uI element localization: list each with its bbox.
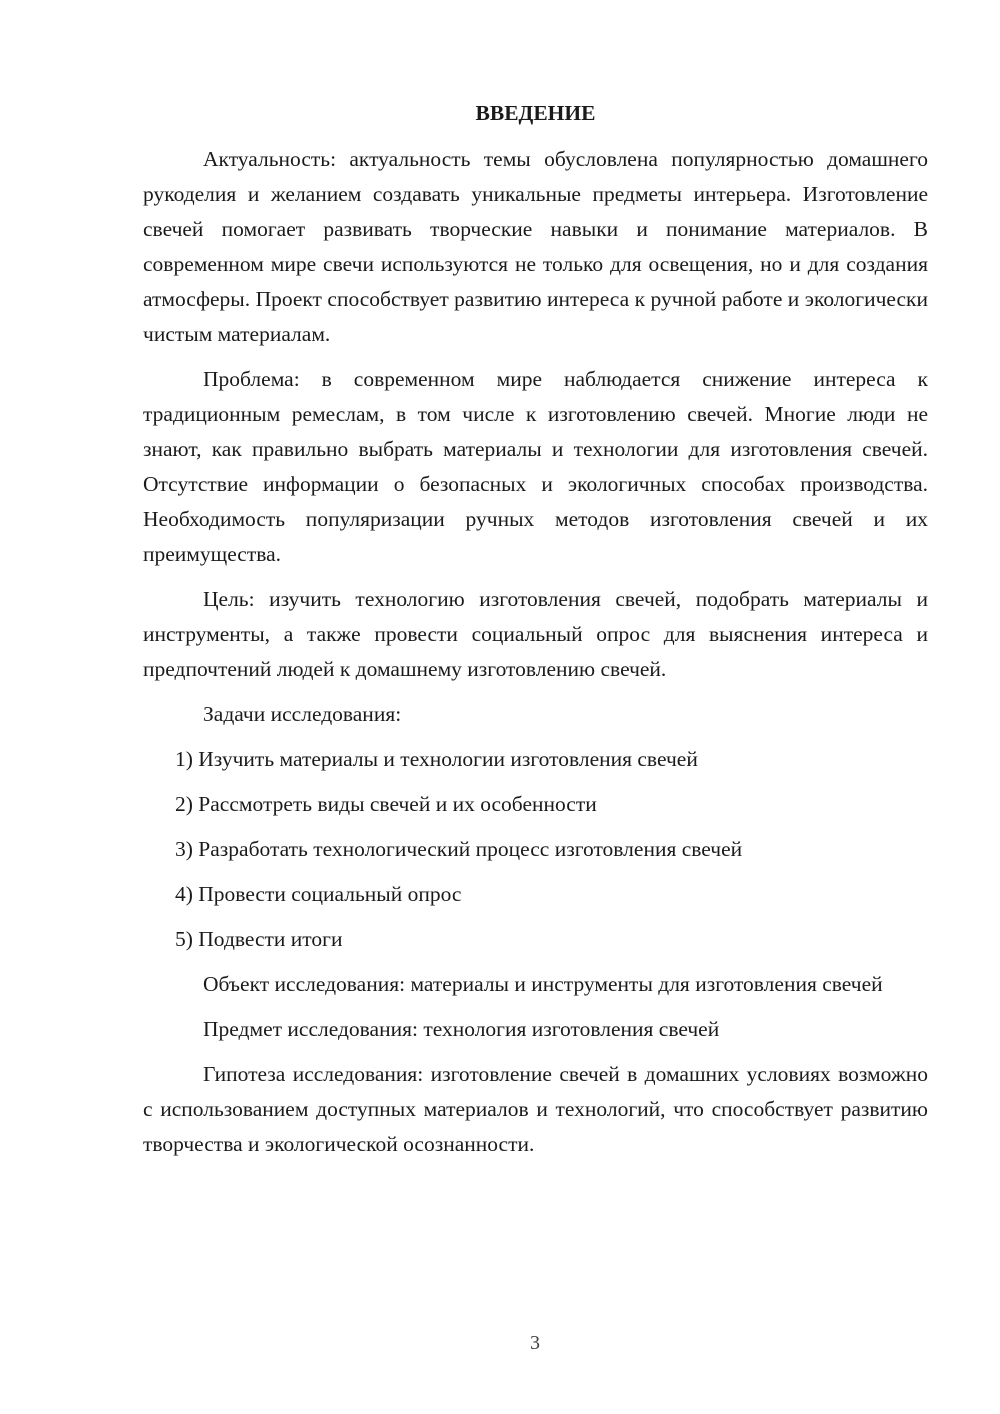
task-item: 3) Разработать технологический процесс изготовления свечей	[175, 837, 743, 861]
page-number: 3	[530, 1332, 540, 1354]
problem-paragraph: Проблема: в современном мире наблюдается снижение интереса к традиционным ремеслам, в том числе к изготовлению свечей. Многие люди не знают, как правильно выбрать материалы и технологии для изготовления свечей. Отсутствие информации о безопасных и экологичных способах производства. Необходимость популяризации ручных методов изготовления свечей и их преимущества.	[143, 367, 928, 566]
page-title: ВВЕДЕНИЕ	[475, 101, 596, 125]
document-page	[143, 96, 928, 1172]
object-paragraph: Объект исследования: материалы и инструменты для изготовления свечей	[203, 972, 883, 996]
goal-paragraph: Цель: изучить технологию изготовления свечей, подобрать материалы и инструменты, а также провести социальный опрос для выяснения интереса и предпочтений людей к домашнему изготовлению свечей.	[143, 587, 928, 681]
tasks-heading: Задачи исследования:	[203, 702, 402, 726]
task-item: 5) Подвести итоги	[175, 927, 343, 951]
task-item: 1) Изучить материалы и технологии изготовления свечей	[175, 747, 698, 771]
task-item: 2) Рассмотреть виды свечей и их особенности	[175, 792, 597, 816]
hypothesis-paragraph: Гипотеза исследования: изготовление свечей в домашних условиях возможно с использованием доступных материалов и технологий, что способствует развитию творчества и экологической осознанности.	[143, 1062, 928, 1156]
task-item: 4) Провести социальный опрос	[175, 882, 462, 906]
subject-paragraph: Предмет исследования: технология изготовления свечей	[203, 1017, 720, 1041]
relevance-paragraph: Актуальность: актуальность темы обусловлена популярностью домашнего рукоделия и желанием создавать уникальные предметы интерьера. Изготовление свечей помогает развивать творческие навыки и понимание материалов. В современном мире свечи используются не только для освещения, но и для создания атмосферы. Проект способствует развитию интереса к ручной работе и экологически чистым материалам.	[143, 147, 928, 346]
tasks-list	[143, 742, 928, 957]
